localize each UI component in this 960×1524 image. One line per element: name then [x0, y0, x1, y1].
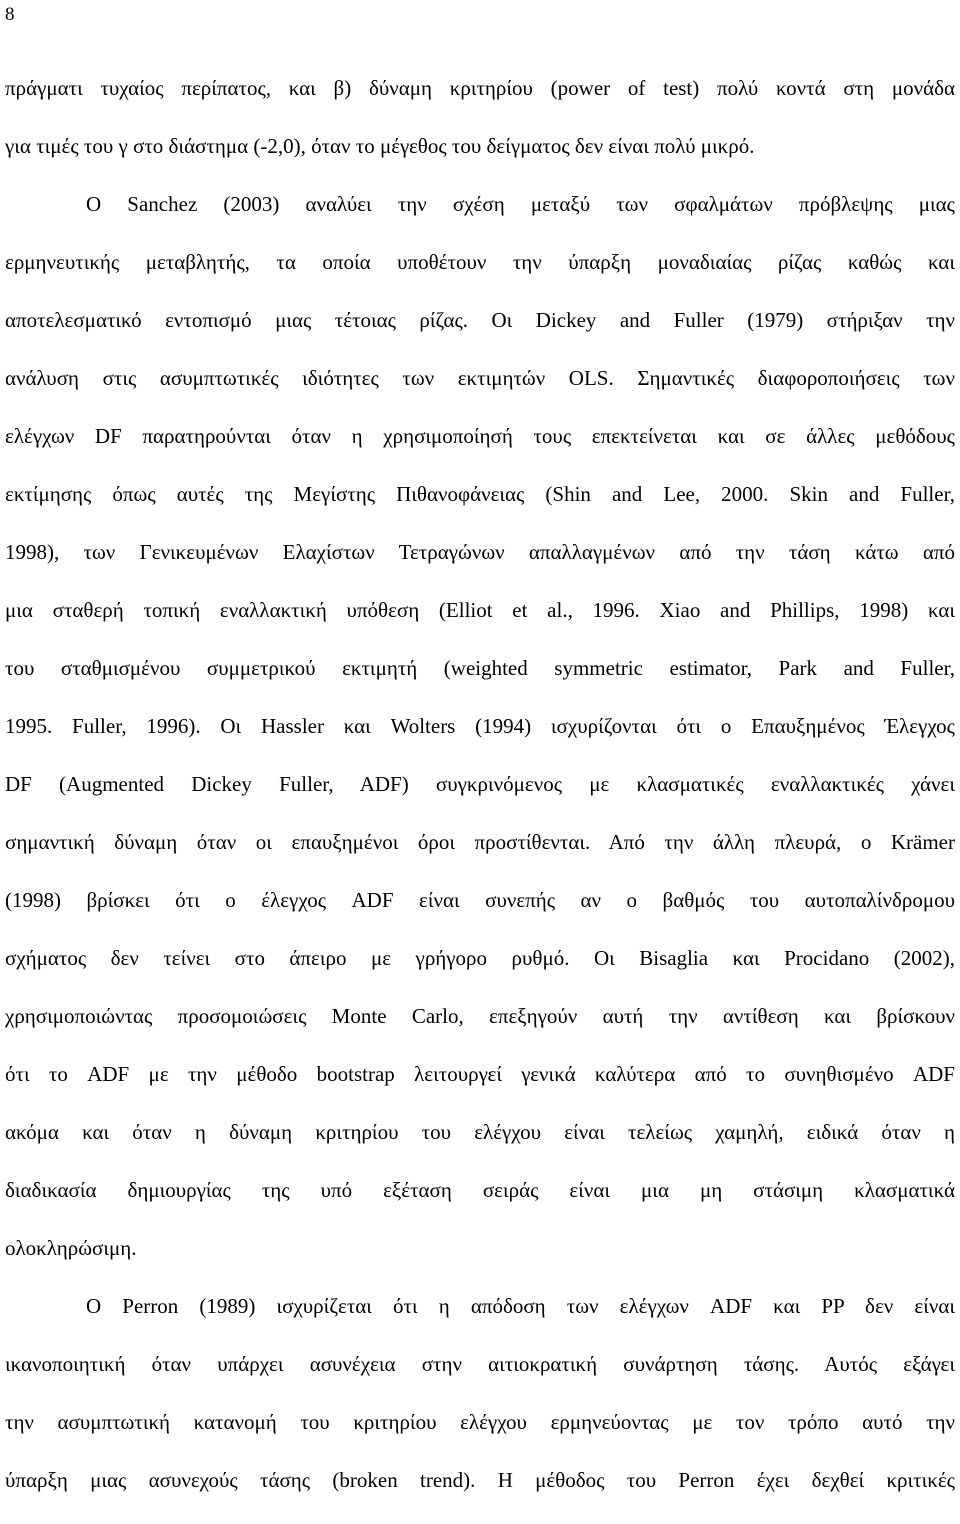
text-line: διαδικασία δημιουργίας της υπό εξέταση σειράς είναι μια μη στάσιμη κλασματικά: [5, 1178, 955, 1202]
text-line: την ασυμπτωτική κατανομή του κριτηρίου ελέγχου ερμηνεύοντας με τον τρόπο αυτό την: [5, 1410, 955, 1434]
page-number: 8: [5, 4, 15, 25]
text-line: ικανοποιητική όταν υπάρχει ασυνέχεια στην αιτιοκρατική συνάρτηση τάσης. Αυτός εξάγει: [5, 1352, 955, 1376]
text-line: αποτελεσματικό εντοπισμό μιας τέτοιας ρίζας. Οι Dickey and Fuller (1979) στήριξαν την: [5, 308, 955, 332]
text-line: μια σταθερή τοπική εναλλακτική υπόθεση (Elliot et al., 1996. Xiao and Phillips, 1998) και: [5, 598, 955, 622]
text-line: σημαντική δύναμη όταν οι επαυξημένοι όροι προστίθενται. Από την άλλη πλευρά, ο Krämer: [5, 830, 955, 854]
text-line: πράγματι τυχαίος περίπατος, και β) δύναμη κριτηρίου (power of test) πολύ κοντά στη μονάδα: [5, 76, 955, 100]
paragraph: [5, 1292, 955, 1524]
text-line: ολοκληρώσιμη.: [5, 1236, 137, 1260]
paragraph: [5, 190, 955, 1292]
text-line: ελέγχων DF παρατηρούνται όταν η χρησιμοποίησή τους επεκτείνεται και σε άλλες μεθόδους: [5, 424, 955, 448]
text-line: εκτίμησης όπως αυτές της Μεγίστης Πιθανοφάνειας (Shin and Lee, 2000. Skin and Fuller,: [5, 482, 955, 506]
document-body: [5, 74, 955, 1524]
text-line: (1998) βρίσκει ότι ο έλεγχος ADF είναι συνεπής αν ο βαθμός του αυτοπαλίνδρομου: [5, 888, 955, 912]
text-line: του σταθμισμένου συμμετρικού εκτιμητή (weighted symmetric estimator, Park and Fuller,: [5, 656, 955, 680]
text-line: χρησιμοποιώντας προσομοιώσεις Monte Carlo, επεξηγούν αυτή την αντίθεση και βρίσκουν: [5, 1004, 955, 1028]
text-line: ανάλυση στις ασυμπτωτικές ιδιότητες των εκτιμητών OLS. Σημαντικές διαφοροποιήσεις των: [5, 366, 955, 390]
text-line: 1998), των Γενικευμένων Ελαχίστων Τετραγώνων απαλλαγμένων από την τάση κάτω από: [5, 540, 955, 564]
text-line: ερμηνευτικής μεταβλητής, τα οποία υποθέτουν την ύπαρξη μοναδιαίας ρίζας καθώς και: [5, 250, 955, 274]
text-line: ότι το ADF με την μέθοδο bootstrap λειτουργεί γενικά καλύτερα από το συνηθισμένο ADF: [5, 1062, 955, 1086]
text-line: 1995. Fuller, 1996). Οι Hassler και Wolters (1994) ισχυρίζονται ότι ο Επαυξημένος Έλεγχος: [5, 714, 955, 738]
text-line: για τιμές του γ στο διάστημα (-2,0), όταν το μέγεθος του δείγματος δεν είναι πολύ μικρό.: [5, 134, 755, 158]
text-line: σχήματος δεν τείνει στο άπειρο με γρήγορο ρυθμό. Οι Bisaglia και Procidano (2002),: [5, 946, 955, 970]
text-line: ακόμα και όταν η δύναμη κριτηρίου του ελέγχου είναι τελείως χαμηλή, ειδικά όταν η: [5, 1120, 955, 1144]
text-line: Ο Perron (1989) ισχυρίζεται ότι η απόδοση των ελέγχων ADF και PP δεν είναι: [86, 1294, 955, 1318]
text-line: Ο Sanchez (2003) αναλύει την σχέση μεταξύ των σφαλμάτων πρόβλεψης μιας: [86, 192, 955, 216]
paragraph: [5, 74, 955, 190]
text-line: ύπαρξη μιας ασυνεχούς τάσης (broken trend). Η μέθοδος του Perron έχει δεχθεί κριτικές: [5, 1468, 955, 1492]
text-line: DF (Augmented Dickey Fuller, ADF) συγκρινόμενος με κλασματικές εναλλακτικές χάνει: [5, 772, 955, 796]
